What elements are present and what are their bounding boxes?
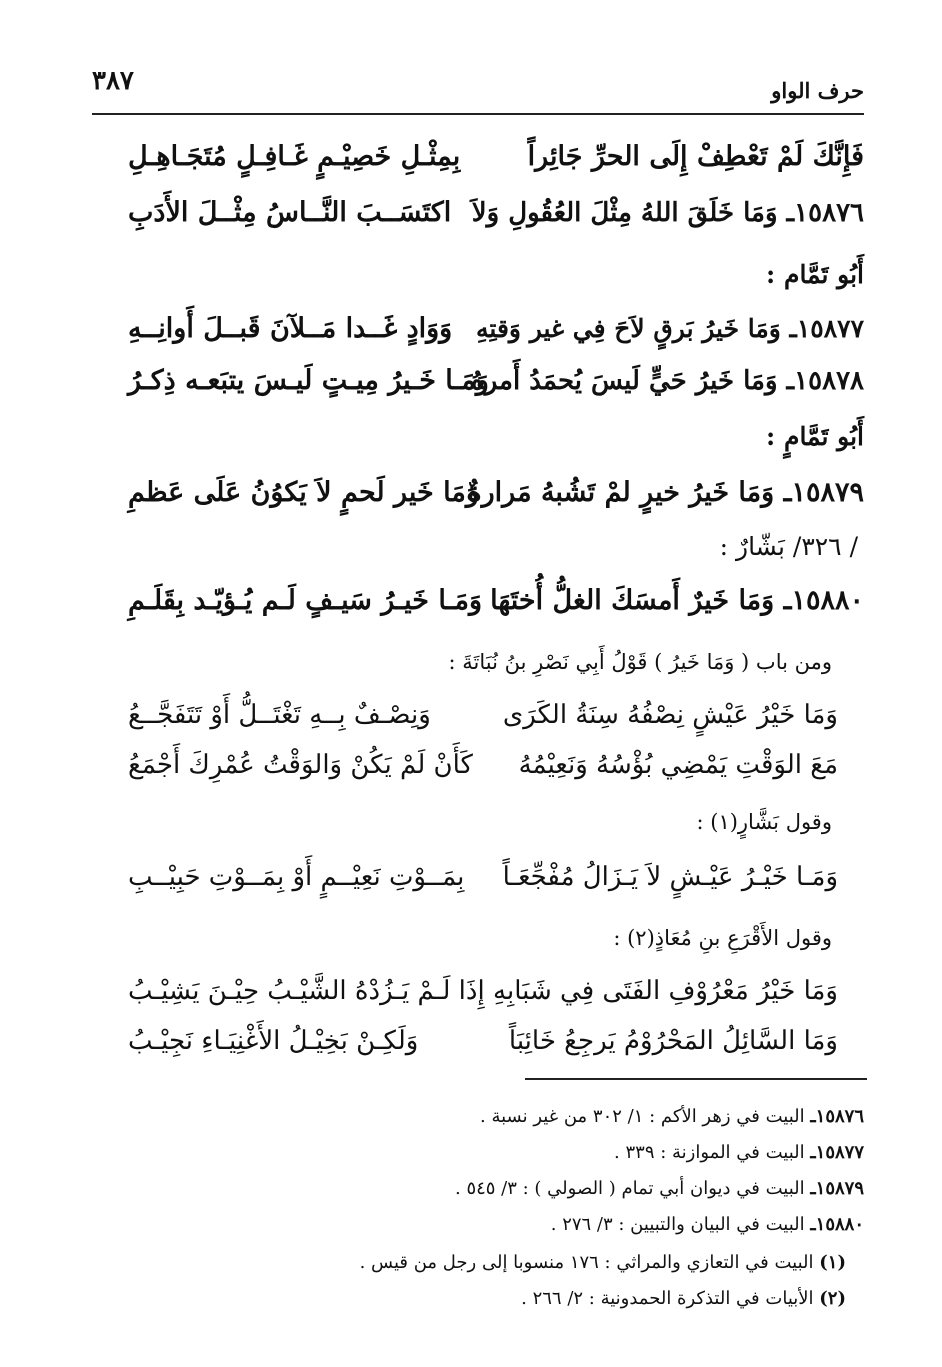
verse-first-hemistich: ١٥٨٧٦ـ وَمَا خَلَقَ اللهُ مِثْلَ العُقُولِ وَلاَ (471, 198, 864, 228)
verse-first-hemistich: مَعَ الوَقْتِ يَمْضِي بُؤْسُهُ وَنَعِيْمُهُ (518, 750, 838, 780)
footnote-number: (٢) (819, 1288, 846, 1309)
footnote-number: ١٥٨٨٠ـ (810, 1214, 864, 1235)
verse-first-hemistich: ١٥٨٧٧ـ وَمَا خَيرُ بَرقٍ لاَحَ فِي غير وَقتِهِ (476, 314, 864, 343)
footnote-text: البيت في التعازي والمراثي : ١٧٦ منسوبا إلى رجل من قيس . (359, 1252, 814, 1273)
poet-heading: أَبُو تَمَّامٍ : (766, 422, 864, 451)
verse-second-hemistich: وَلَكِـنْ بَخِيْـلُ الأَغْنِيَـاءِ نَجِيْـبُ (128, 1026, 419, 1056)
verse-first-hemistich: فَإِنَّكَ لَمْ تَعْطِفْ إِلَى الحرِّ جَائِراً (527, 141, 864, 172)
footnote-number: ١٥٨٧٦ـ (810, 1106, 864, 1127)
footnote (455, 1176, 864, 1202)
footnote (480, 1104, 864, 1130)
footnote (360, 1250, 846, 1276)
footnote-number: ١٥٨٧٩ـ (810, 1178, 864, 1199)
verse-first-hemistich: وَمَا خَيْرُ مَعْرُوْفِ الفَتَى فِي شَبَابِهِ (493, 976, 838, 1006)
footnote-divider (525, 1078, 867, 1080)
header-divider (92, 113, 864, 115)
footnote-number: (١) (819, 1252, 846, 1273)
footnote-text: البيت في ديوان أبي تمام ( الصولي ) : ٣/ ٥٤٥ . (454, 1178, 805, 1199)
footnote-text: البيت في البيان والتبيين : ٣/ ٢٧٦ . (550, 1214, 805, 1235)
verse-second-hemistich: إِذَا لَـمْ يَـزُدْهُ الشَّيْـبُ حِيْـنَ يَشِيْـبُ (128, 976, 485, 1006)
verse-first-hemistich: ١٥٨٧٨ـ وَمَا خَيرُ حَيٍّ لَيسَ يُحمَدُ أَمرهُ (471, 366, 864, 396)
footnote (551, 1212, 864, 1238)
verse-second-hemistich: وَمَـا خَيـرُ سَيـفٍ لَـم يُـؤيّـد بِقَلَـمِ (128, 585, 482, 616)
footnote-text: الأبيات في التذكرة الحمدونية : ٢/ ٢٦٦ . (521, 1288, 814, 1309)
verse-first-hemistich: وَمَا السَّائِلُ المَحْرُوْمُ يَرجِعُ خَائِبَاً (508, 1026, 838, 1056)
footnote-text: البيت في الموازنة : ٣٣٩ . (614, 1142, 805, 1163)
verse-second-hemistich: بِمِثْـلِ خَصِيْـمٍ غَـافِـلٍ مُتَجَـاهِـلِ (128, 141, 461, 172)
verse-first-hemistich: ١٥٨٧٩ـ وَمَا خَيرُ خيرٍ لمْ تَشُبهُ مَرارةٌ (467, 477, 864, 508)
chapter-title: حرف الواو (771, 78, 864, 103)
footnote (614, 1140, 864, 1166)
verse-second-hemistich: كَأَنْ لَمْ يَكُنْ وَالوَقْتُ عُمْرِكَ أَجْمَعُ (128, 750, 473, 780)
verse-first-hemistich: وَمَـا خَيْـرُ عَيْـشٍ لاَ يَـزَالُ مُفْجِّعَـاً (502, 862, 838, 892)
verse-second-hemistich: وَنِصْـفٌ بِــهِ تَغْتَــلُّ أَوْ تَتَفَجَّــعُ (128, 700, 431, 730)
verse-first-hemistich: وَمَا خَيْرُ عَيْشٍ نِصْفُهُ سِنَةُ الكَرَى (502, 700, 838, 730)
footnote (521, 1286, 846, 1312)
verse-second-hemistich: وَمَـا خَـيرُ مِيـتٍ لَيـسَ يتبَعـه ذِكـرُ (128, 365, 489, 396)
poet-heading: أَبُو تَمَّام : (766, 260, 864, 289)
poet-heading: / ٣٢٦/ بَشّارٌ : (719, 532, 858, 561)
footnote-text: البيت في زهر الأكم : ١/ ٣٠٢ من غير نسبة . (480, 1106, 805, 1127)
verse-first-hemistich: ١٥٨٨٠ـ وَمَا خَيرٌ أَمسَكَ الغلُّ أُختَهَا (490, 585, 864, 616)
page-number: ٣٨٧ (92, 66, 134, 96)
section-note: ومن باب ( وَمَا خَيرُ ) قَوْلُ أَبِي نَصْرِ بنُ نُبَاتَةَ : (448, 650, 832, 674)
section-note: وقول بَشَّارٍ(١) : (696, 810, 832, 834)
verse-second-hemistich: بِمَــوْتِ نَعِيْــمٍ أَوْ بِمَــوْتِ حَبِيْــبِ (128, 862, 465, 892)
footnote-number: ١٥٨٧٧ـ (810, 1142, 864, 1163)
verse-second-hemistich: وَوَادٍ غَــدا مَــلآنَ قَبــلَ أَوانِــهِ (128, 313, 453, 344)
verse-second-hemistich: وَمَا خَير لَحمٍ لاَ يَكوُنُ عَلَى عَظمِ (128, 477, 479, 508)
section-note: وقول الأَقْرَعِ بنِ مُعَاذٍ(٢) : (613, 926, 832, 950)
verse-second-hemistich: اكتَسَــبَ النَّــاسُ مِثْــلَ الأَدَبِ (128, 197, 452, 228)
